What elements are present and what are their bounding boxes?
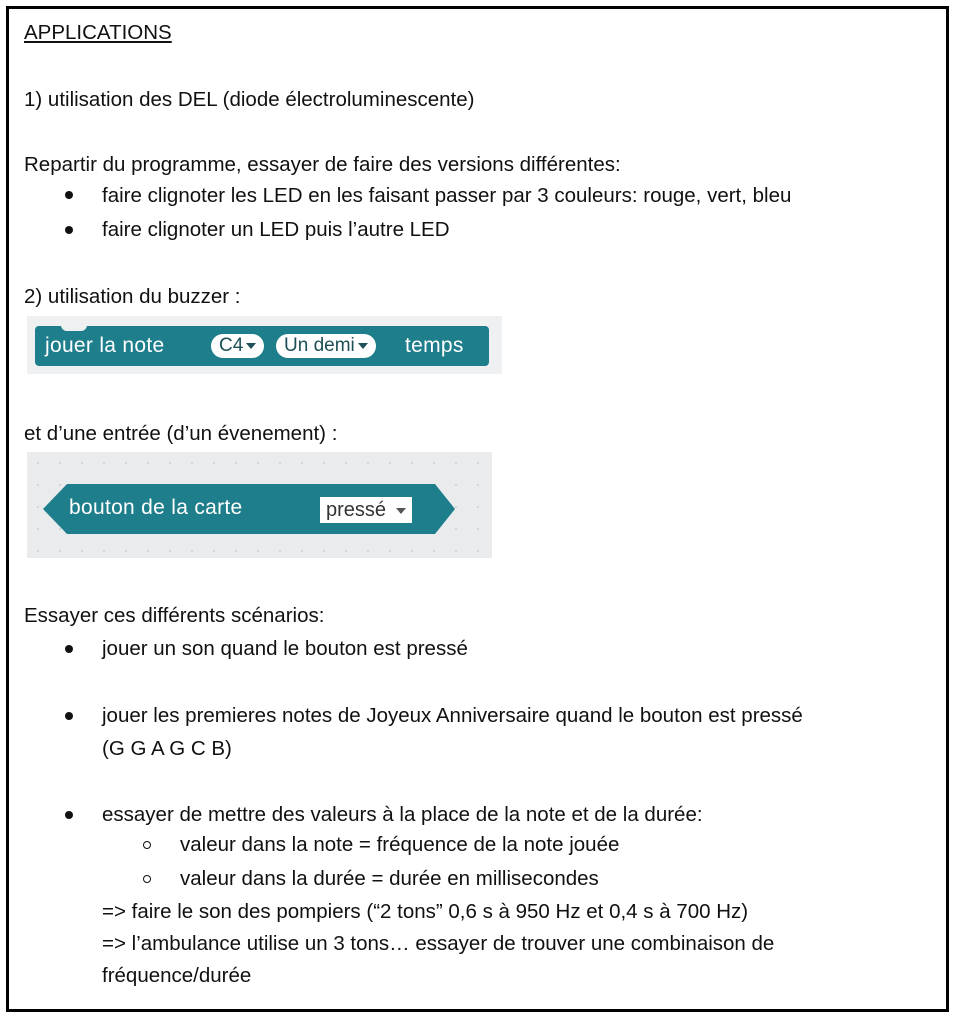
play-note-block-image bbox=[27, 316, 502, 374]
sub-bullet-icon bbox=[143, 875, 151, 883]
section1-heading: 1) utilisation des DEL (diode électroluminescente) bbox=[24, 88, 475, 111]
play-note-prefix: jouer la note bbox=[45, 334, 165, 357]
scenario-bullet-2-line-1: jouer les premieres notes de Joyeux Anniversaire quand le bouton est pressé bbox=[102, 704, 803, 727]
bullet-icon bbox=[65, 191, 73, 199]
bullet-icon bbox=[65, 226, 73, 234]
bullet-icon bbox=[65, 712, 73, 720]
duration-value: Un demi bbox=[284, 335, 355, 356]
scenario-arrow-1: => faire le son des pompiers (“2 tons” 0,6 s à 950 Hz et 0,4 s à 700 Hz) bbox=[102, 900, 749, 923]
scenario-bullet-3: essayer de mettre des valeurs à la place de la note et de la durée: bbox=[102, 803, 703, 826]
button-event-block-image bbox=[27, 452, 492, 558]
section1-intro: Repartir du programme, essayer de faire des versions différentes: bbox=[24, 153, 621, 176]
dropdown-arrow-icon bbox=[246, 343, 256, 349]
sub-bullet-icon bbox=[143, 841, 151, 849]
scenario-arrow-2-line-1: => l’ambulance utilise un 3 tons… essayer de trouver une combinaison de bbox=[102, 932, 775, 955]
dropdown-arrow-icon bbox=[358, 343, 368, 349]
note-dropdown bbox=[211, 334, 264, 358]
section1-bullet-1: faire clignoter les LED en les faisant passer par 3 couleurs: rouge, vert, bleu bbox=[102, 184, 792, 207]
block-notch bbox=[61, 323, 87, 331]
scenario-bullet-2-line-2: (G G A G C B) bbox=[102, 737, 232, 760]
event-block-label: bouton de la carte bbox=[69, 496, 243, 519]
dropdown-arrow-icon bbox=[396, 508, 406, 514]
scenario-sub-1: valeur dans la note = fréquence de la note jouée bbox=[180, 833, 620, 856]
bullet-icon bbox=[65, 645, 73, 653]
play-note-block bbox=[35, 326, 489, 366]
state-dropdown bbox=[320, 497, 412, 523]
duration-dropdown bbox=[276, 334, 376, 358]
page-title: APPLICATIONS bbox=[24, 21, 172, 44]
section2-heading: 2) utilisation du buzzer : bbox=[24, 285, 241, 308]
state-value: pressé bbox=[326, 499, 387, 521]
scenario-sub-2: valeur dans la durée = durée en millisecondes bbox=[180, 867, 599, 890]
section1-bullet-2: faire clignoter un LED puis l’autre LED bbox=[102, 218, 450, 241]
play-note-suffix: temps bbox=[405, 334, 464, 357]
scenarios-intro: Essayer ces différents scénarios: bbox=[24, 604, 325, 627]
scenario-bullet-1: jouer un son quand le bouton est pressé bbox=[102, 637, 468, 660]
scenario-arrow-2-line-2: fréquence/durée bbox=[102, 964, 252, 987]
bullet-icon bbox=[65, 811, 73, 819]
note-value: C4 bbox=[219, 335, 244, 356]
event-intro: et d’une entrée (d’un évenement) : bbox=[24, 422, 338, 445]
